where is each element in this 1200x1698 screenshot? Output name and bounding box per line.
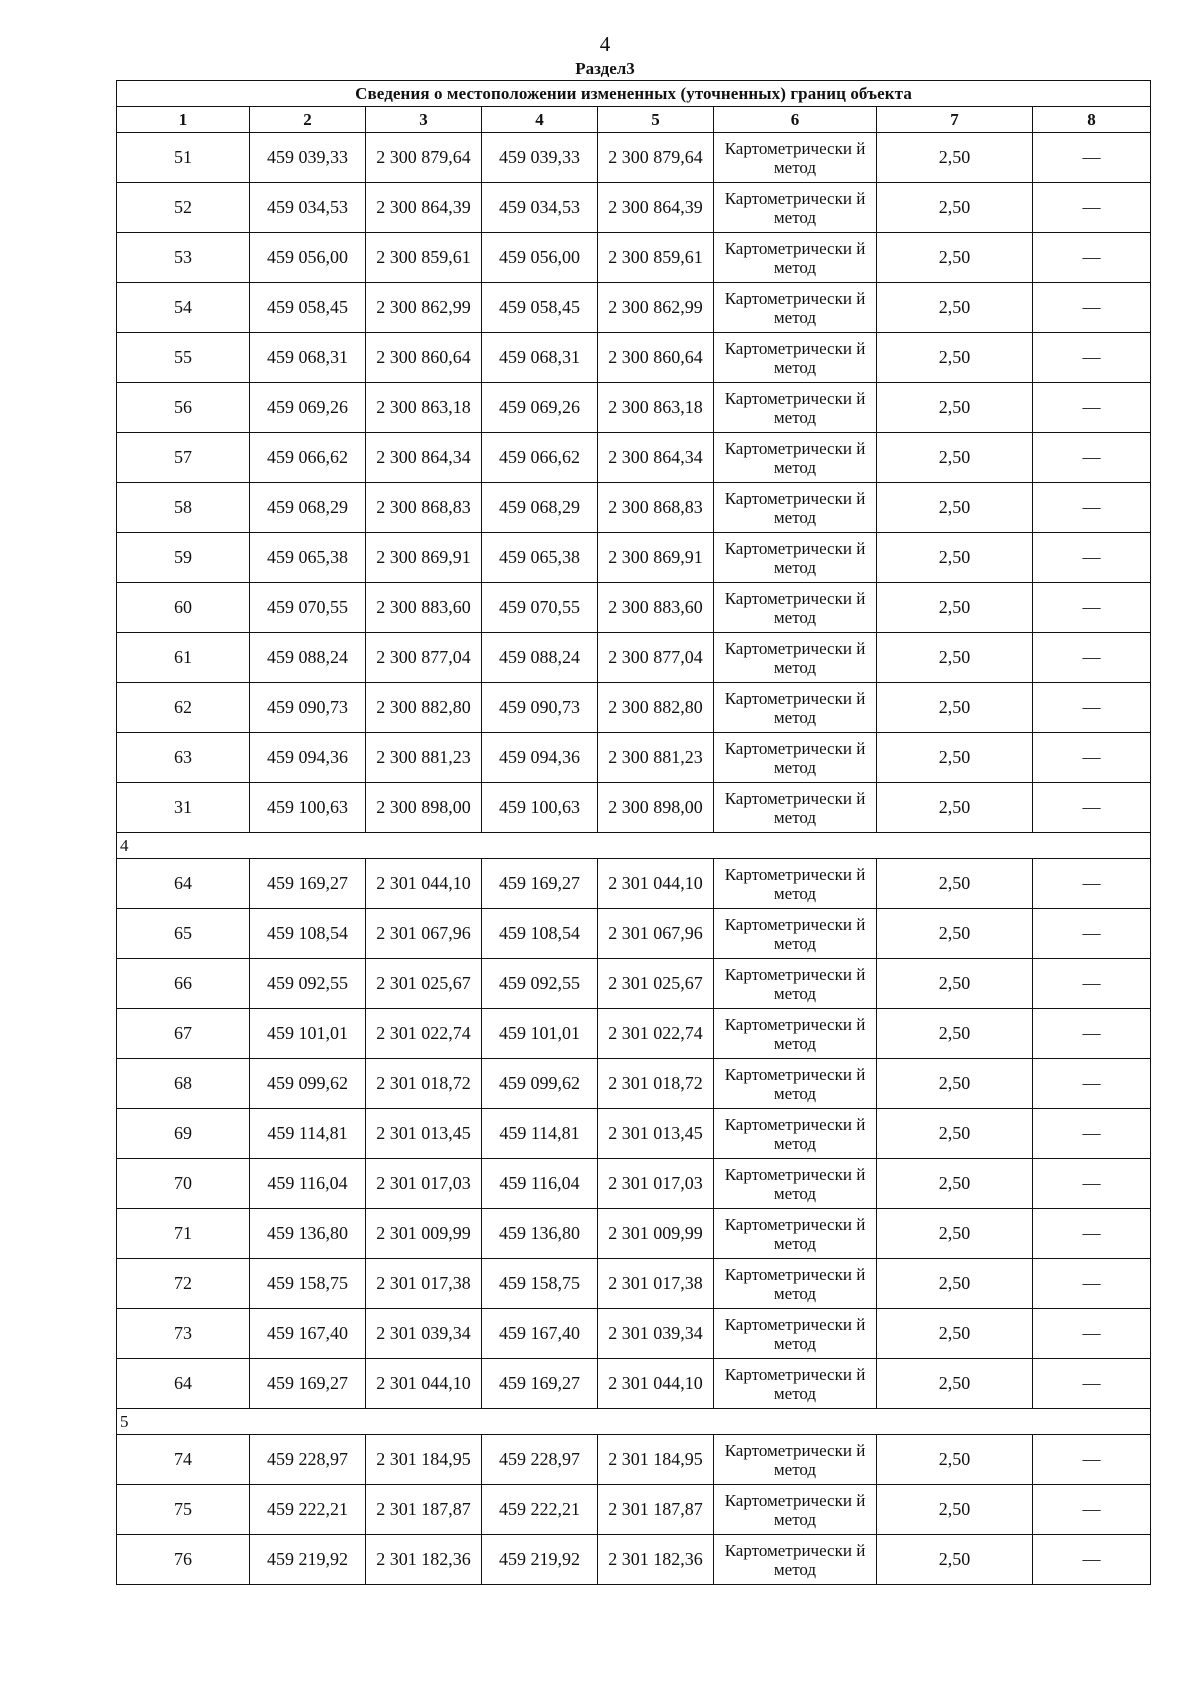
table-row [117, 1009, 1151, 1059]
cell-x-new: 459 065,38 [482, 533, 598, 583]
cell-x-existing: 459 100,63 [250, 783, 366, 833]
cell-description: — [1033, 633, 1151, 683]
cell-x-existing: 459 088,24 [250, 633, 366, 683]
cell-y-existing: 2 300 864,34 [366, 433, 482, 483]
cell-y-existing: 2 300 864,39 [366, 183, 482, 233]
cell-y-existing: 2 301 182,36 [366, 1535, 482, 1585]
cell-description: — [1033, 533, 1151, 583]
cell-accuracy: 2,50 [877, 283, 1033, 333]
cell-y-new: 2 301 009,99 [598, 1209, 714, 1259]
cell-x-new: 459 094,36 [482, 733, 598, 783]
cell-method: Картометрически й метод [714, 633, 877, 683]
table-row [117, 733, 1151, 783]
table-row [117, 133, 1151, 183]
cell-description: — [1033, 1059, 1151, 1109]
table-row [117, 909, 1151, 959]
cell-point-number: 51 [117, 133, 250, 183]
cell-description: — [1033, 733, 1151, 783]
table-row [117, 633, 1151, 683]
cell-x-existing: 459 068,31 [250, 333, 366, 383]
cell-x-new: 459 090,73 [482, 683, 598, 733]
cell-x-new: 459 169,27 [482, 1359, 598, 1409]
cell-x-new: 459 058,45 [482, 283, 598, 333]
cell-y-existing: 2 300 877,04 [366, 633, 482, 683]
cell-x-existing: 459 056,00 [250, 233, 366, 283]
cell-x-new: 459 114,81 [482, 1109, 598, 1159]
cell-accuracy: 2,50 [877, 733, 1033, 783]
cell-description: — [1033, 1009, 1151, 1059]
cell-point-number: 68 [117, 1059, 250, 1109]
cell-y-existing: 2 301 017,38 [366, 1259, 482, 1309]
cell-point-number: 71 [117, 1209, 250, 1259]
column-number-4: 4 [482, 107, 598, 133]
cell-y-existing: 2 300 862,99 [366, 283, 482, 333]
contour-number: 4 [117, 833, 1151, 859]
cell-x-new: 459 066,62 [482, 433, 598, 483]
cell-x-new: 459 099,62 [482, 1059, 598, 1109]
cell-description: — [1033, 1259, 1151, 1309]
cell-accuracy: 2,50 [877, 1485, 1033, 1535]
cell-x-existing: 459 222,21 [250, 1485, 366, 1535]
cell-accuracy: 2,50 [877, 1259, 1033, 1309]
cell-x-existing: 459 116,04 [250, 1159, 366, 1209]
cell-point-number: 67 [117, 1009, 250, 1059]
cell-description: — [1033, 483, 1151, 533]
cell-y-new: 2 301 182,36 [598, 1535, 714, 1585]
cell-x-existing: 459 069,26 [250, 383, 366, 433]
cell-method: Картометрически й метод [714, 583, 877, 633]
cell-y-existing: 2 301 025,67 [366, 959, 482, 1009]
cell-accuracy: 2,50 [877, 1435, 1033, 1485]
cell-y-new: 2 300 881,23 [598, 733, 714, 783]
cell-x-existing: 459 034,53 [250, 183, 366, 233]
cell-x-new: 459 068,29 [482, 483, 598, 533]
cell-y-existing: 2 300 882,80 [366, 683, 482, 733]
cell-description: — [1033, 1109, 1151, 1159]
cell-x-existing: 459 092,55 [250, 959, 366, 1009]
cell-y-new: 2 300 864,34 [598, 433, 714, 483]
cell-y-new: 2 301 187,87 [598, 1485, 714, 1535]
cell-method: Картометрически й метод [714, 1485, 877, 1535]
table-row [117, 1059, 1151, 1109]
cell-x-existing: 459 068,29 [250, 483, 366, 533]
cell-x-new: 459 167,40 [482, 1309, 598, 1359]
cell-y-new: 2 300 882,80 [598, 683, 714, 733]
cell-method: Картометрически й метод [714, 1109, 877, 1159]
cell-accuracy: 2,50 [877, 1109, 1033, 1159]
cell-x-existing: 459 101,01 [250, 1009, 366, 1059]
table-row [117, 533, 1151, 583]
cell-accuracy: 2,50 [877, 783, 1033, 833]
cell-x-existing: 459 108,54 [250, 909, 366, 959]
cell-x-existing: 459 114,81 [250, 1109, 366, 1159]
cell-y-existing: 2 300 868,83 [366, 483, 482, 533]
cell-accuracy: 2,50 [877, 683, 1033, 733]
cell-accuracy: 2,50 [877, 333, 1033, 383]
table-caption: Сведения о местоположении измененных (уточненных) границ объекта [117, 81, 1151, 107]
cell-x-new: 459 070,55 [482, 583, 598, 633]
cell-y-new: 2 301 017,38 [598, 1259, 714, 1309]
cell-description: — [1033, 683, 1151, 733]
cell-method: Картометрически й метод [714, 533, 877, 583]
table-row [117, 1159, 1151, 1209]
cell-y-existing: 2 300 898,00 [366, 783, 482, 833]
cell-point-number: 52 [117, 183, 250, 233]
cell-x-new: 459 092,55 [482, 959, 598, 1009]
cell-point-number: 61 [117, 633, 250, 683]
cell-y-new: 2 301 018,72 [598, 1059, 714, 1109]
cell-x-new: 459 222,21 [482, 1485, 598, 1535]
cell-x-existing: 459 219,92 [250, 1535, 366, 1585]
cell-x-new: 459 169,27 [482, 859, 598, 909]
contour-group-row [117, 1409, 1151, 1435]
cell-description: — [1033, 383, 1151, 433]
cell-point-number: 65 [117, 909, 250, 959]
cell-y-new: 2 300 860,64 [598, 333, 714, 383]
table-row [117, 433, 1151, 483]
cell-y-new: 2 300 862,99 [598, 283, 714, 333]
cell-description: — [1033, 233, 1151, 283]
cell-x-existing: 459 066,62 [250, 433, 366, 483]
cell-point-number: 70 [117, 1159, 250, 1209]
cell-description: — [1033, 433, 1151, 483]
cell-x-new: 459 116,04 [482, 1159, 598, 1209]
cell-x-new: 459 068,31 [482, 333, 598, 383]
cell-description: — [1033, 1485, 1151, 1535]
cell-point-number: 59 [117, 533, 250, 583]
table-row [117, 333, 1151, 383]
cell-x-new: 459 219,92 [482, 1535, 598, 1585]
cell-accuracy: 2,50 [877, 533, 1033, 583]
cell-x-existing: 459 158,75 [250, 1259, 366, 1309]
column-number-7: 7 [877, 107, 1033, 133]
cell-method: Картометрически й метод [714, 233, 877, 283]
cell-y-new: 2 301 044,10 [598, 859, 714, 909]
cell-y-new: 2 300 869,91 [598, 533, 714, 583]
cell-y-existing: 2 301 044,10 [366, 859, 482, 909]
cell-y-existing: 2 301 187,87 [366, 1485, 482, 1535]
column-number-6: 6 [714, 107, 877, 133]
cell-description: — [1033, 859, 1151, 909]
cell-point-number: 75 [117, 1485, 250, 1535]
cell-description: — [1033, 133, 1151, 183]
cell-description: — [1033, 1159, 1151, 1209]
cell-description: — [1033, 333, 1151, 383]
cell-y-existing: 2 300 869,91 [366, 533, 482, 583]
cell-point-number: 66 [117, 959, 250, 1009]
cell-point-number: 54 [117, 283, 250, 333]
column-number-5: 5 [598, 107, 714, 133]
cell-accuracy: 2,50 [877, 1209, 1033, 1259]
cell-method: Картометрически й метод [714, 1059, 877, 1109]
table-row [117, 859, 1151, 909]
page-number: 4 [599, 32, 611, 56]
cell-point-number: 56 [117, 383, 250, 433]
cell-y-new: 2 300 883,60 [598, 583, 714, 633]
cell-description: — [1033, 1209, 1151, 1259]
cell-y-existing: 2 301 017,03 [366, 1159, 482, 1209]
cell-point-number: 73 [117, 1309, 250, 1359]
cell-point-number: 60 [117, 583, 250, 633]
cell-description: — [1033, 959, 1151, 1009]
column-number-1: 1 [117, 107, 250, 133]
section-title: Раздел3 [575, 59, 635, 78]
table-row [117, 959, 1151, 1009]
table-row [117, 1485, 1151, 1535]
cell-y-existing: 2 301 044,10 [366, 1359, 482, 1409]
table-row [117, 1259, 1151, 1309]
cell-point-number: 58 [117, 483, 250, 533]
cell-x-new: 459 039,33 [482, 133, 598, 183]
cell-point-number: 69 [117, 1109, 250, 1159]
cell-method: Картометрически й метод [714, 433, 877, 483]
cell-accuracy: 2,50 [877, 1059, 1033, 1109]
cell-description: — [1033, 1535, 1151, 1585]
cell-description: — [1033, 1435, 1151, 1485]
cell-x-new: 459 158,75 [482, 1259, 598, 1309]
cell-y-new: 2 301 022,74 [598, 1009, 714, 1059]
cell-x-new: 459 034,53 [482, 183, 598, 233]
cell-accuracy: 2,50 [877, 583, 1033, 633]
cell-y-new: 2 300 877,04 [598, 633, 714, 683]
cell-x-existing: 459 169,27 [250, 859, 366, 909]
cell-y-existing: 2 300 859,61 [366, 233, 482, 283]
cell-y-existing: 2 301 013,45 [366, 1109, 482, 1159]
cell-x-existing: 459 039,33 [250, 133, 366, 183]
cell-y-new: 2 301 013,45 [598, 1109, 714, 1159]
cell-method: Картометрически й метод [714, 383, 877, 433]
cell-x-existing: 459 167,40 [250, 1309, 366, 1359]
cell-point-number: 55 [117, 333, 250, 383]
cell-y-existing: 2 301 022,74 [366, 1009, 482, 1059]
cell-description: — [1033, 1359, 1151, 1409]
cell-point-number: 57 [117, 433, 250, 483]
cell-accuracy: 2,50 [877, 1159, 1033, 1209]
cell-x-new: 459 136,80 [482, 1209, 598, 1259]
cell-y-new: 2 301 184,95 [598, 1435, 714, 1485]
cell-x-new: 459 101,01 [482, 1009, 598, 1059]
cell-y-existing: 2 300 881,23 [366, 733, 482, 783]
cell-y-existing: 2 300 879,64 [366, 133, 482, 183]
cell-point-number: 63 [117, 733, 250, 783]
cell-accuracy: 2,50 [877, 959, 1033, 1009]
cell-x-new: 459 228,97 [482, 1435, 598, 1485]
table-row [117, 1535, 1151, 1585]
cell-x-new: 459 069,26 [482, 383, 598, 433]
cell-method: Картометрически й метод [714, 1535, 877, 1585]
cell-y-new: 2 301 039,34 [598, 1309, 714, 1359]
cell-accuracy: 2,50 [877, 859, 1033, 909]
table-row [117, 683, 1151, 733]
cell-point-number: 64 [117, 1359, 250, 1409]
cell-x-new: 459 088,24 [482, 633, 598, 683]
cell-method: Картометрически й метод [714, 283, 877, 333]
cell-point-number: 76 [117, 1535, 250, 1585]
column-number-8: 8 [1033, 107, 1151, 133]
table-row [117, 583, 1151, 633]
cell-method: Картометрически й метод [714, 859, 877, 909]
cell-x-existing: 459 065,38 [250, 533, 366, 583]
table-row [117, 183, 1151, 233]
contour-group-row [117, 833, 1151, 859]
cell-y-existing: 2 300 860,64 [366, 333, 482, 383]
cell-description: — [1033, 183, 1151, 233]
cell-method: Картометрически й метод [714, 1209, 877, 1259]
cell-x-existing: 459 094,36 [250, 733, 366, 783]
cell-description: — [1033, 283, 1151, 333]
table-row [117, 1359, 1151, 1409]
table-row [117, 1435, 1151, 1485]
cell-accuracy: 2,50 [877, 633, 1033, 683]
cell-accuracy: 2,50 [877, 233, 1033, 283]
cell-accuracy: 2,50 [877, 483, 1033, 533]
column-number-2: 2 [250, 107, 366, 133]
cell-accuracy: 2,50 [877, 183, 1033, 233]
cell-method: Картометрически й метод [714, 183, 877, 233]
cell-accuracy: 2,50 [877, 1359, 1033, 1409]
cell-y-existing: 2 301 009,99 [366, 1209, 482, 1259]
cell-method: Картометрически й метод [714, 133, 877, 183]
cell-method: Картометрически й метод [714, 1435, 877, 1485]
cell-method: Картометрически й метод [714, 1309, 877, 1359]
table-row [117, 1309, 1151, 1359]
cell-y-existing: 2 301 039,34 [366, 1309, 482, 1359]
cell-y-existing: 2 301 018,72 [366, 1059, 482, 1109]
cell-y-existing: 2 300 863,18 [366, 383, 482, 433]
cell-x-existing: 459 136,80 [250, 1209, 366, 1259]
cell-y-new: 2 300 859,61 [598, 233, 714, 283]
table-row [117, 383, 1151, 433]
column-number-row [117, 107, 1151, 133]
cell-description: — [1033, 583, 1151, 633]
cell-y-new: 2 300 879,64 [598, 133, 714, 183]
cell-y-new: 2 301 017,03 [598, 1159, 714, 1209]
cell-y-new: 2 301 044,10 [598, 1359, 714, 1409]
column-number-3: 3 [366, 107, 482, 133]
cell-y-existing: 2 300 883,60 [366, 583, 482, 633]
cell-y-new: 2 300 864,39 [598, 183, 714, 233]
table-row [117, 283, 1151, 333]
cell-description: — [1033, 783, 1151, 833]
cell-accuracy: 2,50 [877, 909, 1033, 959]
cell-y-new: 2 300 868,83 [598, 483, 714, 533]
table-row [117, 783, 1151, 833]
cell-method: Картометрически й метод [714, 783, 877, 833]
cell-x-existing: 459 058,45 [250, 283, 366, 333]
cell-method: Картометрически й метод [714, 733, 877, 783]
cell-point-number: 53 [117, 233, 250, 283]
cell-x-new: 459 108,54 [482, 909, 598, 959]
cell-accuracy: 2,50 [877, 383, 1033, 433]
cell-x-existing: 459 090,73 [250, 683, 366, 733]
table-row [117, 1109, 1151, 1159]
table-row [117, 1209, 1151, 1259]
table-body [117, 133, 1151, 1585]
cell-x-existing: 459 099,62 [250, 1059, 366, 1109]
cell-point-number: 31 [117, 783, 250, 833]
cell-accuracy: 2,50 [877, 1535, 1033, 1585]
cell-accuracy: 2,50 [877, 133, 1033, 183]
cell-method: Картометрически й метод [714, 959, 877, 1009]
cell-x-new: 459 056,00 [482, 233, 598, 283]
cell-description: — [1033, 1309, 1151, 1359]
cell-point-number: 62 [117, 683, 250, 733]
cell-method: Картометрически й метод [714, 909, 877, 959]
cell-y-existing: 2 301 067,96 [366, 909, 482, 959]
cell-accuracy: 2,50 [877, 433, 1033, 483]
cell-point-number: 74 [117, 1435, 250, 1485]
cell-x-existing: 459 169,27 [250, 1359, 366, 1409]
cell-x-new: 459 100,63 [482, 783, 598, 833]
cell-point-number: 64 [117, 859, 250, 909]
cell-accuracy: 2,50 [877, 1009, 1033, 1059]
cell-method: Картометрически й метод [714, 1009, 877, 1059]
table-row [117, 233, 1151, 283]
cell-point-number: 72 [117, 1259, 250, 1309]
cell-y-new: 2 300 898,00 [598, 783, 714, 833]
cell-y-new: 2 301 025,67 [598, 959, 714, 1009]
cell-y-existing: 2 301 184,95 [366, 1435, 482, 1485]
table-row [117, 483, 1151, 533]
cell-y-new: 2 300 863,18 [598, 383, 714, 433]
cell-method: Картометрически й метод [714, 1359, 877, 1409]
cell-method: Картометрически й метод [714, 1159, 877, 1209]
cell-method: Картометрически й метод [714, 683, 877, 733]
cell-accuracy: 2,50 [877, 1309, 1033, 1359]
cell-method: Картометрически й метод [714, 1259, 877, 1309]
cell-description: — [1033, 909, 1151, 959]
cell-method: Картометрически й метод [714, 333, 877, 383]
coordinates-table [116, 80, 1151, 1585]
cell-y-new: 2 301 067,96 [598, 909, 714, 959]
cell-x-existing: 459 228,97 [250, 1435, 366, 1485]
contour-number: 5 [117, 1409, 1151, 1435]
cell-method: Картометрически й метод [714, 483, 877, 533]
cell-x-existing: 459 070,55 [250, 583, 366, 633]
